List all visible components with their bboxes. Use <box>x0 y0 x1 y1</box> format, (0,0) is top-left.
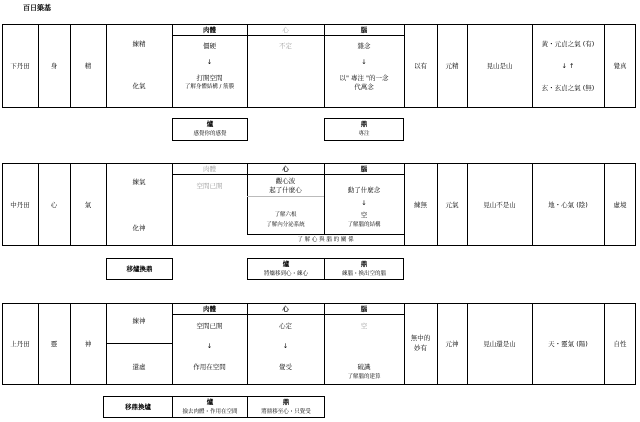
furnace-sub: 撿去肉體・作用在空間 <box>182 409 238 415</box>
dantian-label: 下丹田 <box>10 62 30 70</box>
realm-label: 覺真 <box>613 62 627 70</box>
method-label: 無中的 <box>410 334 431 342</box>
mountain-label: 見山不是山 <box>483 201 516 209</box>
heart-state: 不定 <box>279 42 292 50</box>
practice-top: 練精 <box>132 40 146 48</box>
heart-state-top: 觀心波 <box>275 177 296 185</box>
relation-note: 了 解 心 與 腦 的 關 係 <box>297 237 354 243</box>
practice-top: 練氣 <box>132 178 146 186</box>
body-state: 空間已開 <box>196 182 223 190</box>
body-state-bottom: 作用在空間 <box>193 363 226 371</box>
brain-state-bottom: 空 <box>360 211 368 219</box>
cauldron-label: 鼎 <box>282 398 290 406</box>
arrow-icon: ↓ <box>206 58 213 66</box>
header-body: 肉體 <box>203 165 216 173</box>
header-heart: 心 <box>282 165 289 173</box>
brain-state-bottom: 以" 專注 "的一念 <box>339 74 389 82</box>
arrow-icon: ↓ <box>361 58 367 66</box>
transfer-label: 移爐換鼎 <box>126 265 153 273</box>
qi-type: 地・心氣 (陰) <box>548 201 588 209</box>
origin-label: 元神 <box>445 340 459 348</box>
furnace-label: 爐 <box>282 260 290 268</box>
method-label: 以有 <box>414 62 427 70</box>
body-note: 了解身體結構 / 筋膜 <box>184 84 235 90</box>
realm-label: 虛境 <box>613 201 627 209</box>
furnace-label: 爐 <box>206 120 214 128</box>
header-brain: 腦 <box>360 305 368 313</box>
origin-label: 元精 <box>445 62 459 70</box>
arrow-icon: ↓ <box>282 342 289 350</box>
heart-state-top: 心定 <box>279 322 292 330</box>
brain-note: 了解腦的結構 <box>347 222 381 228</box>
shen-label: 神 <box>84 340 92 348</box>
essence-label: 精 <box>84 62 92 70</box>
brain-state-top: 空 <box>360 322 368 330</box>
qi-label: 氣 <box>84 201 92 209</box>
brain-state-bottom2: 代萬念 <box>354 83 374 91</box>
practice-bottom: 還虛 <box>132 363 146 371</box>
dantian-label: 中丹田 <box>10 201 30 209</box>
header-brain: 腦 <box>360 165 368 173</box>
heart-note2: 了解內分泌系統 <box>266 222 305 228</box>
updown-arrow-icon: ↓ ↑ <box>561 62 575 70</box>
heart-label: 心 <box>50 201 58 209</box>
spirit-label: 靈 <box>50 340 58 348</box>
practice-bottom: 化氣 <box>132 82 146 90</box>
cauldron-sub: 將鼎移至心・只覺受 <box>261 409 311 415</box>
cauldron-label: 鼎 <box>360 120 368 128</box>
brain-state-bottom: 破識 <box>357 363 371 371</box>
heart-state-top2: 起了什麼心 <box>269 186 302 194</box>
method-label: 練無 <box>414 201 427 209</box>
header-body: 肉體 <box>203 305 216 313</box>
furnace-label: 爐 <box>206 398 214 406</box>
origin-label: 元氣 <box>445 201 459 209</box>
qi-top: 黃・元貞之氣 (有) <box>541 40 595 48</box>
body-state-top: 僵硬 <box>203 42 216 50</box>
brain-state-top: 雜念 <box>357 42 371 50</box>
header-brain: 腦 <box>360 26 368 34</box>
heart-note: 了解六根 <box>274 212 297 218</box>
page-title: 百日築基 <box>23 4 51 12</box>
arrow-icon: ↓ <box>361 199 367 207</box>
transfer-label: 移鼎換爐 <box>125 403 151 411</box>
method-label2: 妙有 <box>414 344 427 352</box>
brain-note: 了解腦的建算 <box>347 374 381 380</box>
cauldron-label: 鼎 <box>360 260 368 268</box>
body-label: 身 <box>50 62 58 70</box>
dantian-label: 上丹田 <box>10 340 30 348</box>
qi-bottom: 玄・玄貞之氣 (無) <box>541 84 595 92</box>
furnace-sub: 將爐移到心・練心 <box>263 271 308 277</box>
furnace-sub: 感覺你的感覺 <box>193 131 227 137</box>
header-heart: 心 <box>282 305 289 313</box>
arrow-icon: ↓ <box>206 342 213 350</box>
qi-type: 天・靈氣 (陽) <box>548 340 588 348</box>
mountain-label: 見山是山 <box>486 62 513 70</box>
practice-bottom: 化神 <box>132 224 146 232</box>
body-state-top: 空間已開 <box>196 322 223 330</box>
header-body: 肉體 <box>203 26 216 34</box>
body-state-bottom: 打開空間 <box>196 74 223 82</box>
realm-label: 自性 <box>613 340 627 348</box>
mountain-label: 見山還是山 <box>483 340 516 348</box>
cauldron-sub: 練腦・換出空的腦 <box>341 271 386 277</box>
cauldron-sub: 專注 <box>358 131 370 137</box>
practice-top: 練神 <box>132 317 146 325</box>
heart-state-bottom: 覺受 <box>279 363 292 371</box>
brain-state-top: 動了什麼念 <box>347 186 381 194</box>
header-heart: 心 <box>282 26 289 34</box>
